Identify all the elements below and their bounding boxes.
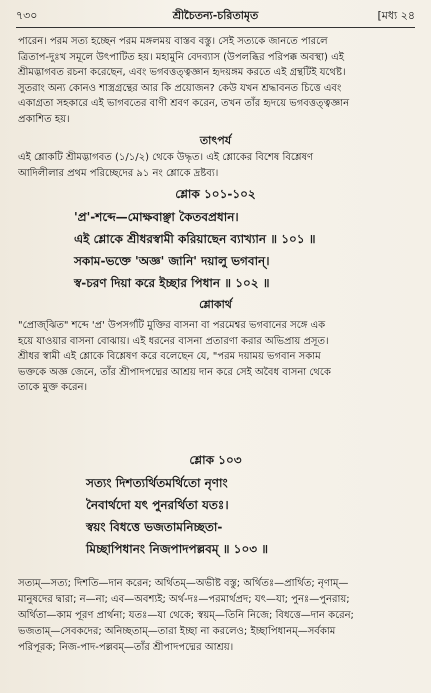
verse-line: 'প্র'-শব্দে—মোক্ষবাঞ্ছা কৈতবপ্রধান। <box>74 210 239 224</box>
sloka-verse <box>74 206 401 294</box>
text-line: "প্রোজ্‌ঝিত" শব্দে 'প্র' উপসর্গটি মুক্তির বাসনা বা পরমেশ্বর ভগবানের সঙ্গে এক <box>18 320 326 331</box>
chapter-marker: [মধ্য ২৪ <box>377 8 415 22</box>
text-line: এই শ্লোকটি শ্রীমদ্ভাগবত (১/১/২) থেকে উদ্ধৃত। এই শ্লোকের বিশেষ বিশ্লেষণ <box>18 152 314 163</box>
verse-line: নৈবার্থদো যৎ পুনরর্থিতা যতঃ। <box>86 498 229 512</box>
text-line: প্রকাশিত হয়। <box>18 113 70 125</box>
slokartha-heading: শ্লোকার্থ <box>199 298 232 311</box>
verse-line: সত্যং দিশত্যর্থিতমর্থিতো নৃণাং <box>86 476 228 490</box>
text-line: তাকে মুক্ত করেন। <box>18 382 88 393</box>
verse-line: এই শ্লোকে শ্রীধরস্বামী করিয়াছেন ব্যাখ্যান ॥ ১০১ ॥ <box>74 232 316 246</box>
sanskrit-verse <box>86 472 401 560</box>
text-line: ত্রিতাপ-দুঃখ সমূলে উৎপাটিত হয়। মহামুনি বেদব্যাস (উপলব্ধির পরিপক্ক অবস্থা) এই <box>18 51 344 63</box>
text-line: ভজতাম্—সেবকদের; অনিচ্ছতাম্—তারা ইচ্ছা না করলেও; ইচ্ছাপিধানম্—সর্বকাম <box>18 626 336 637</box>
text-line: সত্যম্—সত্য; দিশতি—দান করেন; অর্থিতম্—অভীষ্ট বস্তু; অর্থিতঃ—প্রার্থিত; নৃণাম্— <box>18 578 349 589</box>
verse-line: স্ব-চরণ দিয়া করে ইচ্ছার পিধান ॥ ১০২ ॥ <box>74 276 270 290</box>
text-line: সুতরাং অন্য কোনও শাস্ত্রগ্রন্থের আর কি প্রয়োজন? কেউ যখন শ্রদ্ধাবনত চিত্তে এবং <box>18 82 342 94</box>
verse-line: স্বয়ং বিধত্তে ভজতামনিচ্ছতা- <box>86 520 223 534</box>
text-line: একাগ্রতা সহকারে এই ভাগবতের বাণী শ্রবণ করেন, তখন তাঁর হৃদয়ে ভগবত্তত্ত্বজ্ঞান <box>18 98 350 109</box>
translation-paragraph <box>18 318 415 396</box>
text-line: আদিলীলার প্রথম পরিচ্ছেদের ৯১ নং শ্লোকে দ্রষ্টব্য। <box>18 167 219 179</box>
page-header <box>16 6 415 26</box>
header-rule <box>16 27 415 28</box>
text-line: পরিপূরক; নিজ-পাদ-পল্লবম্—তাঁর শ্রীপাদপদ্মের আশ্রয়। <box>18 642 234 653</box>
sloka-heading: শ্লোক ১০১-১০২ <box>175 187 256 201</box>
verse-line: সকাম-ভক্তে 'অজ্ঞ' জানি' দয়ালু ভগবান্। <box>74 254 270 268</box>
running-title: শ্রীচৈতন্য-চরিতামৃত <box>172 8 259 22</box>
text-line: ভক্তকে অজ্ঞ জেনে, তাঁর শ্রীপাদপদ্মের আশ্রয় দান করে সেই অবৈধ বাসনা থেকে <box>18 366 331 378</box>
word-for-word-gloss <box>18 576 415 656</box>
text-line: পারেন। পরম সত্য হচ্ছেন পরম মঙ্গলময় বাস্তব বস্তু। সেই সত্যকে জানতে পারলে <box>18 36 328 47</box>
text-line: অর্থিতা—কাম পূরণ প্রার্থনা; যতঃ—যা থেকে; স্বয়ম্—তিনি নিজে; বিধত্তে—দান করেন; <box>18 610 354 621</box>
text-line: শ্রীমদ্ভাগবত রচনা করেছেন, এবং ভগবত্তত্ত্বজ্ঞান হৃদয়ঙ্গম করতে এই গ্রন্থটিই যথেষ্ট। <box>18 67 346 78</box>
text-line: মানুষদের দ্বারা; ন—না; এব—অবশ্যই; অর্থ-দঃ—পরমার্থপ্রদ; যৎ—যা; পুনঃ—পুনরায়; <box>18 594 350 605</box>
text-line: হয়ে যাওয়ার বাসনা বোঝায়। এই ধরনের বাসনা প্রতারণা করার অভিপ্রায় প্রসূত। <box>18 335 329 347</box>
verse-line: মিচ্ছাপিধানং নিজপাদপল্লবম্ ॥ ১০৩ ॥ <box>86 542 269 556</box>
tatparya-heading: তাৎপর্য <box>199 134 232 147</box>
purport-continuation <box>18 34 415 127</box>
text-line: শ্রীধর স্বামী এই শ্লোকে বিশ্লেষণ করে বলেছেন যে, "পরম দয়াময় ভগবান সকাম <box>18 351 321 362</box>
page-number: ৭৩০ <box>16 8 38 22</box>
purport-paragraph <box>18 150 415 181</box>
sloka-heading: শ্লোক ১০৩ <box>189 453 242 467</box>
